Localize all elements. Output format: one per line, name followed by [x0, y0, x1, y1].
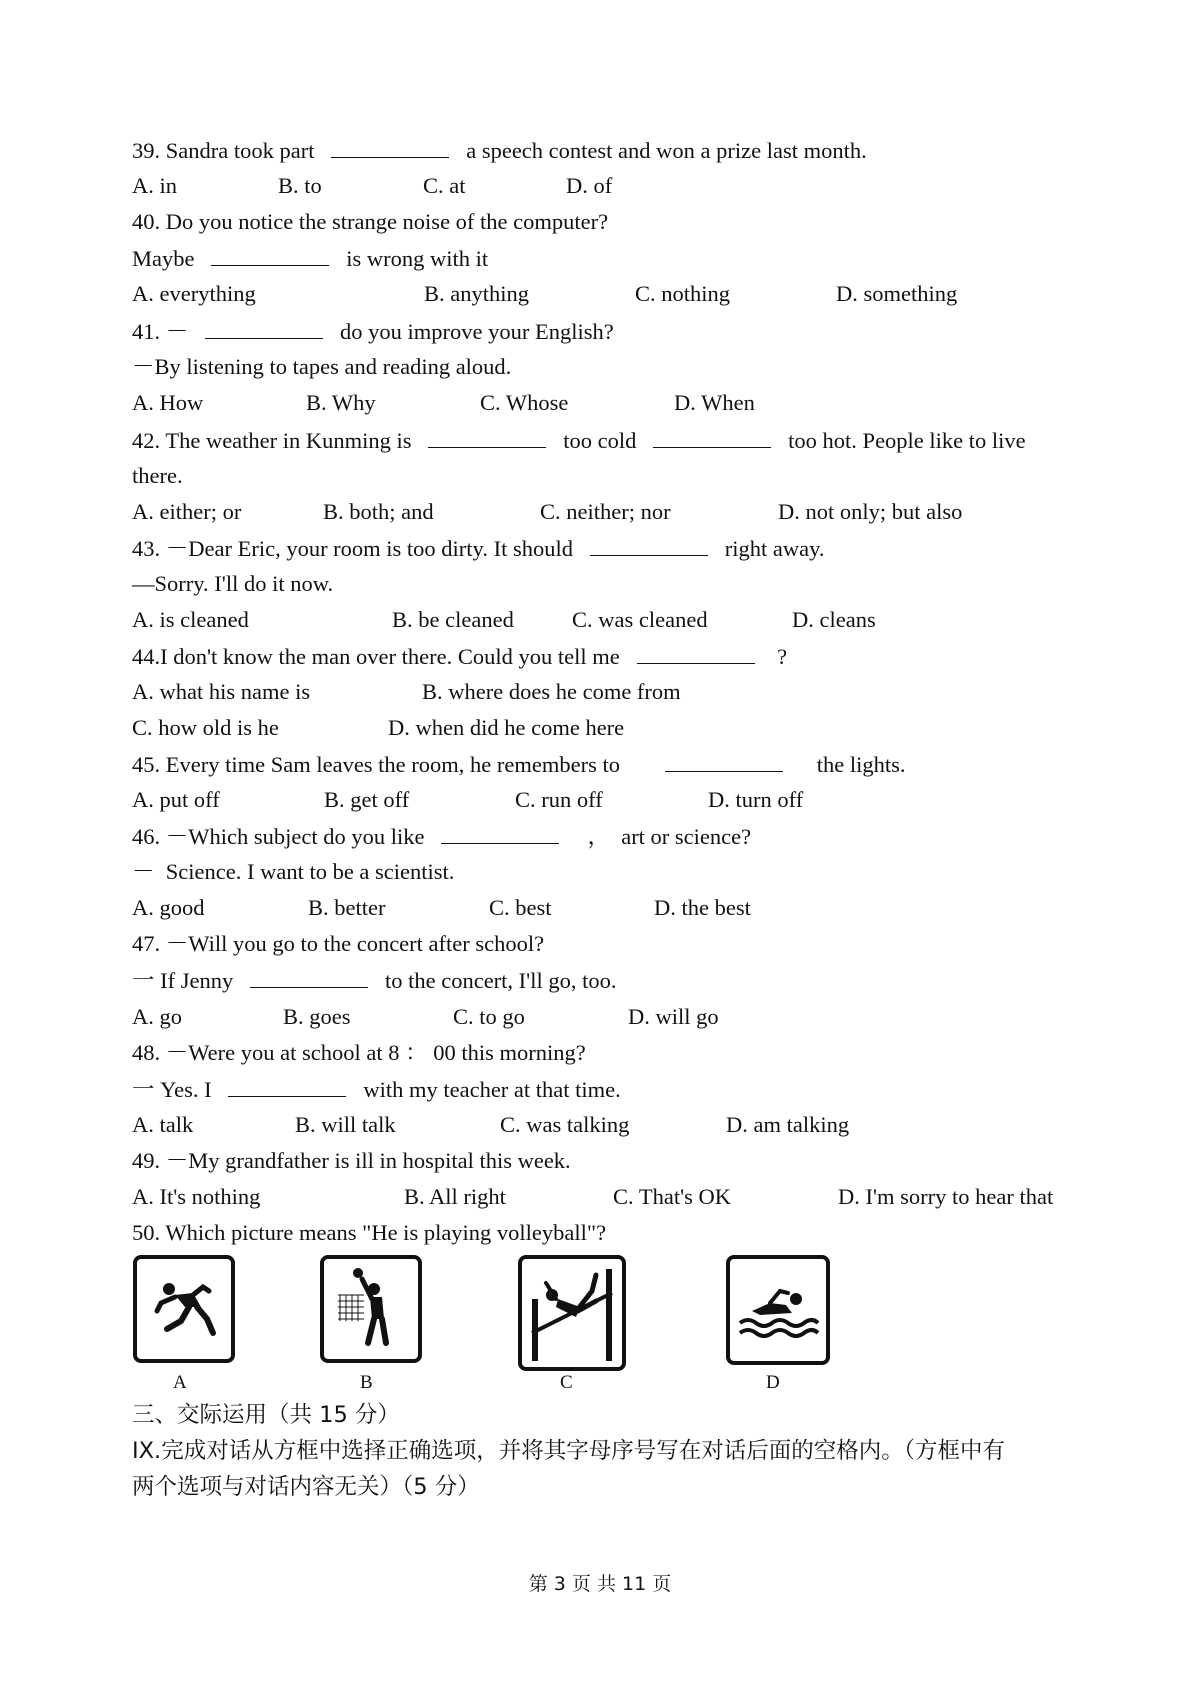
- question-stem: 43. －Dear Eric, your room is too dirty. It should: [132, 536, 573, 561]
- question-stem-after: right away.: [724, 536, 825, 561]
- question-stem-after: the lights.: [816, 752, 906, 777]
- option-d: D. not only; but also: [778, 499, 963, 524]
- option-b: B. better: [308, 895, 386, 920]
- question-stem-after: too hot. People like to live: [788, 428, 1026, 453]
- option-c: C. how old is he: [132, 715, 279, 740]
- option-b: B. be cleaned: [392, 607, 514, 632]
- option-a: A. put off: [132, 787, 220, 812]
- line-text: to the concert, I'll go, too.: [384, 968, 617, 993]
- option-d: D. am talking: [726, 1112, 850, 1137]
- question-41: [132, 320, 614, 344]
- question-45: [132, 753, 905, 777]
- option-a: A. good: [132, 895, 205, 920]
- question-41-line2: －By listening to tapes and reading aloud.: [132, 354, 512, 379]
- line-text: 一 If Jenny: [132, 968, 234, 993]
- option-b: B. anything: [424, 281, 529, 306]
- option-a: A. in: [132, 173, 177, 198]
- option-c: C. was talking: [500, 1112, 630, 1137]
- option-b: B. Why: [306, 390, 376, 415]
- answer-blank: [441, 825, 559, 844]
- high-jump-icon: [518, 1255, 626, 1371]
- answer-blank: [205, 320, 323, 339]
- question-48: 48. －Were you at school at 8 ： 00 this morning?: [132, 1040, 586, 1065]
- question-43: [132, 537, 825, 561]
- option-b: B. goes: [283, 1004, 351, 1029]
- option-c: C. neither; nor: [540, 499, 671, 524]
- option-b: B. where does he come from: [422, 679, 681, 704]
- option-a: A. what his name is: [132, 679, 311, 704]
- option-d: D. the best: [654, 895, 751, 920]
- option-d: D. When: [674, 390, 755, 415]
- line-text: Maybe: [132, 246, 195, 271]
- line-text: is wrong with it: [346, 246, 489, 271]
- answer-blank: [637, 645, 755, 664]
- option-c: C. best: [489, 895, 552, 920]
- option-a: A. How: [132, 390, 204, 415]
- answer-blank: [665, 753, 783, 772]
- question-stem-after: a speech contest and won a prize last month.: [466, 138, 867, 163]
- line-text: with my teacher at that time.: [363, 1077, 621, 1102]
- question-42: [132, 429, 1026, 453]
- option-a: A. is cleaned: [132, 607, 249, 632]
- question-49: 49. －My grandfather is ill in hospital this week.: [132, 1148, 571, 1173]
- option-d: D. something: [836, 281, 958, 306]
- option-c: C. nothing: [635, 281, 731, 306]
- question-48-line2: [132, 1078, 621, 1102]
- question-39: [132, 139, 867, 163]
- section-instruction-line1: IX.完成对话从方框中选择正确选项，并将其字母序号写在对话后面的空格内。（方框中有: [132, 1438, 1005, 1464]
- picture-label: C: [560, 1372, 573, 1393]
- answer-blank: [331, 139, 449, 158]
- picture-label: D: [766, 1372, 780, 1393]
- option-b: B. will talk: [295, 1112, 396, 1137]
- answer-blank: [653, 429, 771, 448]
- picture-label: B: [360, 1372, 373, 1393]
- option-d: D. cleans: [792, 607, 876, 632]
- answer-blank: [211, 247, 329, 266]
- option-c: C. That's OK: [613, 1184, 732, 1209]
- question-stem: 45. Every time Sam leaves the room, he remembers to: [132, 752, 620, 777]
- option-c: C. was cleaned: [572, 607, 708, 632]
- answer-blank: [428, 429, 546, 448]
- option-b: B. to: [278, 173, 322, 198]
- answer-blank: [250, 969, 368, 988]
- question-stem-after: ， art or science?: [587, 824, 752, 849]
- running-person-icon: [133, 1255, 235, 1363]
- question-stem: 39. Sandra took part: [132, 138, 315, 163]
- question-stem: 44.I don't know the man over there. Could you tell me: [132, 644, 620, 669]
- option-d: D. will go: [628, 1004, 719, 1029]
- option-c: C. Whose: [480, 390, 569, 415]
- option-b: B. both; and: [323, 499, 434, 524]
- option-d: D. I'm sorry to hear that: [838, 1184, 1054, 1209]
- question-44: [132, 645, 787, 669]
- option-c: C. run off: [515, 787, 603, 812]
- option-a: A. go: [132, 1004, 182, 1029]
- question-stem-mid: too cold: [563, 428, 637, 453]
- question-stem: 40. Do you notice the strange noise of the computer?: [132, 209, 609, 234]
- section-heading: 三、交际运用（共 15 分）: [132, 1402, 400, 1428]
- option-a: A. either; or: [132, 499, 242, 524]
- question-47-line2: [132, 969, 616, 993]
- question-stem-after: do you improve your English?: [340, 319, 614, 344]
- line-text: 一 Yes. I: [132, 1077, 212, 1102]
- question-stem: 46. －Which subject do you like: [132, 824, 425, 849]
- page-footer: 第 3 页 共 11 页: [528, 1573, 672, 1595]
- option-c: C. at: [423, 173, 466, 198]
- question-stem: 42. The weather in Kunming is: [132, 428, 412, 453]
- section-instruction-line2: 两个选项与对话内容无关）（5 分）: [132, 1474, 480, 1500]
- option-d: D. of: [566, 173, 613, 198]
- option-c: C. to go: [453, 1004, 525, 1029]
- option-d: D. turn off: [708, 787, 804, 812]
- question-40-line2: [132, 247, 488, 271]
- answer-blank: [590, 537, 708, 556]
- option-b: B. All right: [404, 1184, 506, 1209]
- picture-label: A: [173, 1372, 187, 1393]
- question-stem-after: ?: [777, 644, 788, 669]
- question-stem: 41. －: [132, 319, 189, 344]
- question-50: 50. Which picture means "He is playing volleyball"?: [132, 1220, 607, 1245]
- option-a: A. It's nothing: [132, 1184, 261, 1209]
- option-b: B. get off: [324, 787, 410, 812]
- option-a: A. talk: [132, 1112, 194, 1137]
- question-47: 47. －Will you go to the concert after school?: [132, 931, 545, 956]
- volleyball-player-icon: [320, 1255, 422, 1363]
- option-d: D. when did he come here: [388, 715, 625, 740]
- swimmer-icon: [726, 1255, 830, 1365]
- question-42-line2: there.: [132, 463, 183, 488]
- question-40: [132, 211, 608, 234]
- question-43-line2: —Sorry. I'll do it now.: [132, 571, 334, 596]
- option-a: A. everything: [132, 281, 256, 306]
- answer-blank: [228, 1078, 346, 1097]
- question-46: [132, 825, 751, 849]
- question-46-line2: － Science. I want to be a scientist.: [132, 859, 455, 884]
